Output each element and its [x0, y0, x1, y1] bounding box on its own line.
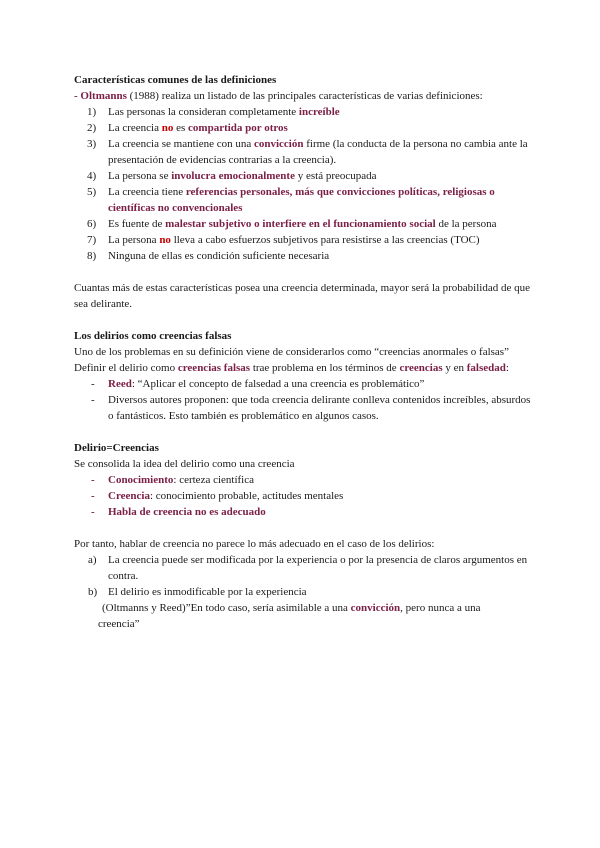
section-title-delirio-creencias: Delirio=Creencias	[74, 442, 159, 454]
quote-line: creencia”	[98, 618, 140, 630]
list-item: 4) La persona se involucra emocionalmente y está preocupada	[87, 170, 377, 182]
section-title-caracteristicas: Características comunes de las definiciones	[74, 74, 277, 86]
closing-paragraph: Cuantas más de estas características posea una creencia determinada, mayor será la probabilidad de que sea delirante.	[74, 282, 530, 310]
characteristics-list	[74, 104, 534, 264]
list-item: 5) La creencia tiene referencias personales, más que convicciones políticas, religiosas o científicas no convencionales	[87, 186, 495, 214]
list-item: - Diversos autores proponen: que toda creencia delirante conlleva contenidos increíbles, absurdos o fantásticos. Esto también es problemático en algunos casos.	[91, 394, 531, 422]
bullet-list	[74, 376, 534, 424]
paragraph: Uno de los problemas en su definición viene de considerarlos como “creencias anormales o falsas”	[74, 346, 509, 358]
list-item: 1) Las personas la consideran completamente increíble	[87, 106, 340, 118]
list-item: 8) Ninguna de ellas es condición suficiente necesaria	[87, 250, 330, 262]
paragraph: Se consolida la idea del delirio como una creencia	[74, 458, 295, 470]
author-oltmanns: Oltmanns	[80, 90, 127, 102]
list-item: a) La creencia puede ser modificada por la experiencia o por la presencia de claros argumentos en contra.	[88, 554, 528, 582]
intro-paragraph: - Oltmanns (1988) realiza un listado de las principales características de varias definiciones:	[74, 90, 483, 102]
paragraph: Definir el delirio como creencias falsas trae problema en los términos de creencias y en falsedad:	[74, 362, 509, 374]
list-item: - Habla de creencia no es adecuado	[91, 506, 266, 518]
list-item: 2) La creencia no es compartida por otros	[87, 122, 288, 134]
list-item: b) El delirio es inmodificable por la experiencia	[88, 586, 307, 598]
list-item: 6) Es fuente de malestar subjetivo o interfiere en el funcionamiento social de la persona	[87, 218, 497, 230]
document-body	[74, 72, 534, 632]
quote-line: (Oltmanns y Reed)”En todo caso, sería asimilable a una convicción, pero nunca a una	[102, 602, 481, 614]
list-item: 7) La persona no lleva a cabo esfuerzos subjetivos para resistirse a las creencias (TOC)	[87, 234, 480, 246]
alpha-list	[74, 552, 534, 600]
section-title-delirios-falsas: Los delirios como creencias falsas	[74, 330, 232, 342]
list-item: - Creencia: conocimiento probable, actitudes mentales	[91, 490, 344, 502]
list-item: - Conocimiento: certeza científica	[91, 474, 254, 486]
paragraph: Por tanto, hablar de creencia no parece lo más adecuado en el caso de los delirios:	[74, 538, 435, 550]
list-item: - Reed: “Aplicar el concepto de falsedad a una creencia es problemático”	[91, 378, 425, 390]
list-item: 3) La creencia se mantiene con una convicción firme (la conducta de la persona no cambia ante la presentación de evidencias contrarias a la creencia).	[87, 138, 528, 166]
bullet-list	[74, 472, 534, 520]
